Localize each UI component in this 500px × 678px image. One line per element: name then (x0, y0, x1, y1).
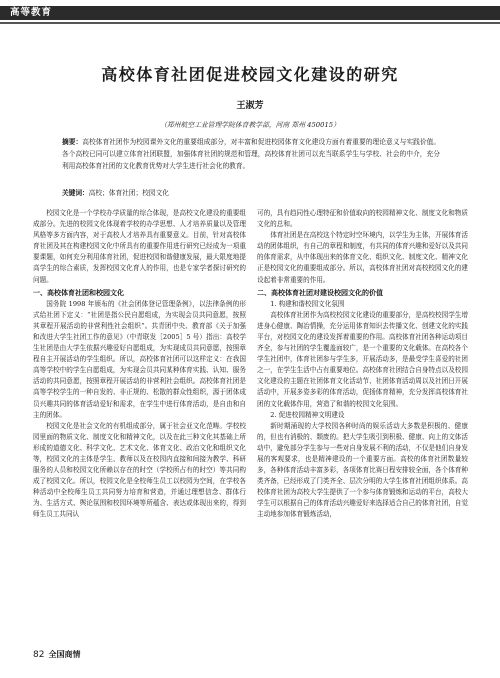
subheading-1: 1. 构建和谐校园文化氛围 (270, 299, 345, 308)
journal-name: 全国商情 (48, 650, 81, 659)
subheading-2: 2. 促进校园精神文明建设 (270, 410, 345, 419)
header-band (0, 6, 500, 20)
header-rule (0, 22, 500, 24)
article-title: 高校体育社团促进校园文化建设的研究 (101, 65, 399, 84)
author-affiliation: （郑州航空工业管理学院体育教学部，河南 郑州 450015） (160, 121, 340, 129)
right-paragraph-2: 体育社团是在高校这个特定时空环境内，以学生为主体，开展体育活动的团体组织，有自己的章程和制度，有共同的体育兴趣和爱好以及共同的体育需求，从中体现出来的体育文化、组织文化、制度文化、精神文化正是校园文化的重要组成部分。所以，高校体育社团对高校校园文化的建设起着非常重要的作用。 (257, 231, 468, 284)
page-footer (33, 649, 80, 660)
section-label: 高等教育 (10, 7, 53, 18)
left-column (33, 208, 246, 521)
article-author: 王淑芳 (236, 101, 264, 111)
keywords-text: 高校；体育社团；校园文化 (88, 189, 169, 197)
abstract-tag: 摘要： (62, 138, 83, 146)
right-paragraph-1: 可的，具有趋同性心理特征和价值取向的校园精神文化、制度文化和物质文化的总和。 (257, 209, 468, 229)
page-number: 82 (33, 650, 45, 660)
right-paragraph-3: 高校体育社团作为高校校园文化建设的重要部分，是高校校园学生增进身心健康、陶冶情操，充分运用体育知识去传播文化、创建文化的实践平台，对校园文化的建设发挥着重要的作用。高校体育社团各种运动项目齐全，参与社团的学生覆盖面较广，是一个重要的文化载体。在高校各个学生社团中，体育社团参与学生多，开展活动多，是最受学生喜爱的社团之一，在学生生活中占有重要地位。高校体育社团结合自身特点以及校园文化建设的主题在社团体育文化活动节、社团体育活动周以及社团日开展活动中，开展多姿多彩的体育活动，促扬体育精神，充分发挥高校体育社团的文化载体作用，营造了和谐的校园文化氛围。 (257, 310, 468, 408)
left-paragraph-3: 校园文化是社会文化的有机组成部分，属于社会亚文化范畴。学校校园里面的物质文化、制度文化和精神文化，以及在此三种文化其基础上所形成的道德文化、科学文化、艺术文化、体育文化、政治文化和组织文化等，校园文化的主体是学生、教师以及在校园内直接和间接为教学、科研服务的人员和校园文化所赖以存在的时空（学校所占有的时空）等共同构成了校园文化。所以，校园文化是全校师生员工以校园为空间，在学校各种活动中全校师生员工共同努力培育和营造，并通过理想信念、群体行为、生活方式、舆论氛围和校园环境等所蕴含、表达或体现出来的，得到师生员工共同认 (33, 421, 246, 519)
keywords (62, 187, 440, 199)
abstract (62, 136, 440, 172)
section-heading-1: 一、高校体育社团和校园文化 (33, 288, 124, 297)
left-paragraph-1: 校园文化是一个学校办学质量的综合体现，是高校文化建设的重要组成部分。先进的校园文化体现着学校的办学思想、人才培养质量以及管理风格等多方面内容，对于高校人才培养具有重要意义。目前，针对高校体育社团及其在构建校园文化中所具有的重要作用进行研究已经成为一项重要课题，如何充分利用体育社团，促进校园和谐健康发展，最大限度地提高学生的综合素质，发挥校园文化育人的作用，也是专家学者探讨研究的问题。 (33, 209, 246, 284)
right-paragraph-4: 新时期涌现的大学校园各种时尚的娱乐活动大多数是积极的、健康的，但也有消极的、颓废的。把大学生吸引到积极、健康、向上的文体活动中，避免部分学生参与一些对自身发展不利的活动，不仅是他们自身发展的客观要求，也是精神建设的一个重要方面。高校的体育社团数量较多，各种体育活动丰富多彩，各项体育比赛日程安排较全面，各个体育种类齐备，已经形成了门类齐全、层次分明的大学生体育社团组织体系。高校体育社团为高校大学生提供了一个参与体育锻炼和运动的平台，高校大学生可以根据自己的体育活动兴趣爱好来选择适合自己的体育社团，自觉主动地参加体育锻炼活动， (257, 421, 468, 519)
abstract-text: 高校体育社团作为校园课外文化的重要组成部分，对丰富和促进校园体育文化建设方面有着重要的理论意义与实践价值。各个高校已同可以建立体育社团联盟，加强体育社团的规范和管理，高校体育社团可以充当联系学生与学校、社会的中介，充分利用高校体育社团的文化教育优势对大学生进行社会化的教育。 (62, 138, 441, 170)
right-column (257, 208, 468, 521)
journal-header (0, 0, 500, 30)
section-heading-2: 二、高校体育社团对建设校园文化的价值 (257, 288, 383, 297)
keywords-tag: 关键词： (62, 189, 89, 197)
left-paragraph-2: 国务院 1998 年颁布的《社会团体登记管理条例》，以法律条例的形式给社团下定义：“社团是指公民自愿组成，为实现会员共同意愿，按照其章程开展活动的非营利性社会组织”。共青团中央、教育部《关于加强和改进大学生社团工作的意见》（中青联发［2005］5 号）指出：高校学生社团是由大学生依据兴趣爱好自愿组成，为实现成员共同意愿，按照章程自主开展活动的学生组织。所以，高校体育社团可以这样定义：在我国高等学校中的学生自愿组成，为实现会员共同某种体育实践、认知、服务活动的共同意愿，按照章程开展活动的非营利社会组织。高校体育社团是高等学校学生的一种自发的、非正规的、松散的群众性组织，源于团体成员兴趣共同的体育活动爱好和需求，在学生中进行体育活动，是自由和自主的团体。 (33, 299, 246, 419)
